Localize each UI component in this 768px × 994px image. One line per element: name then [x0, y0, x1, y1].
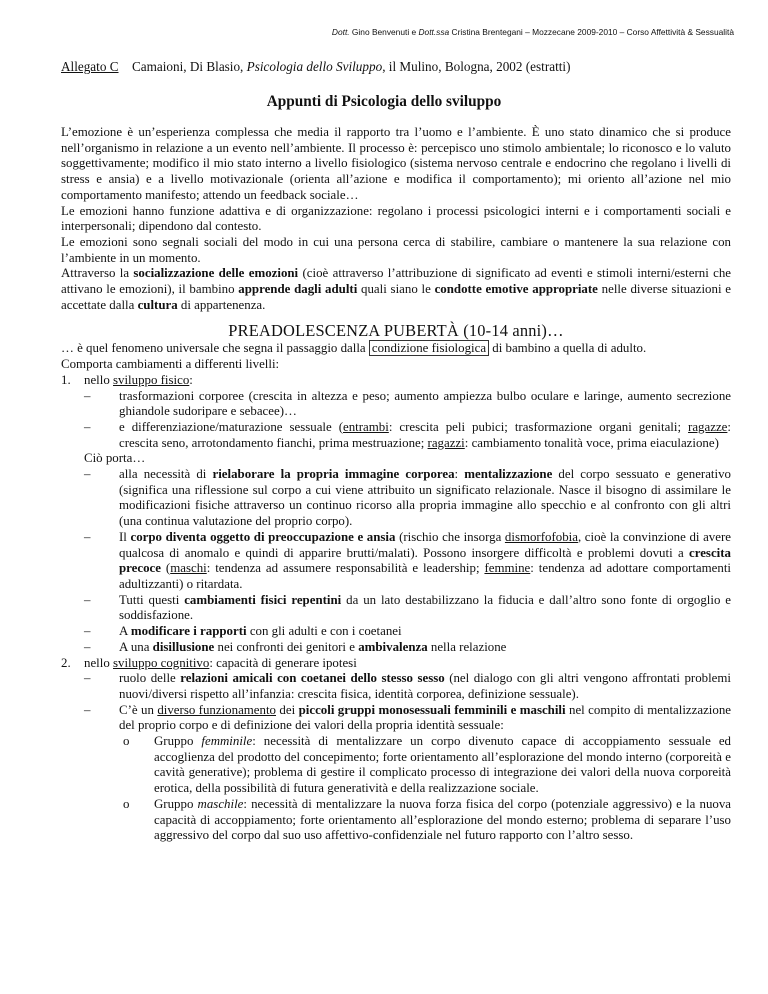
- intro-paragraph-3: Le emozioni sono segnali sociali del modo in cui una persona cerca di stabilire, cambiare o mantenere la sua relazione con l’ambiente in un momento.: [61, 234, 731, 265]
- header-title-2: Dott.ssa: [418, 27, 450, 37]
- list-item: – trasformazioni corporee (crescita in altezza e peso; aumento ampiezza bulbo oculare e laringe, aumento secrezione ghiandole sudoripare e sebacee)…: [84, 388, 731, 419]
- citation-publisher: , il Mulino, Bologna, 2002 (estratti): [382, 59, 571, 74]
- list-item: – C’è un diverso funzionamento dei piccoli gruppi monosessuali femminili e maschili nel compito di mentalizzazione del proprio corpo e di definizione dei valori della propria identità sessuale:: [84, 702, 731, 733]
- section-heading: PREADOLESCENZA PUBERTÀ (10-14 anni)…: [228, 321, 564, 341]
- sub-list-item-female: o Gruppo femminile: necessità di mentalizzare un corpo divenuto capace di accoppiamento sessuale ed accoglienza del prodotto del concepimento; forte orientamento all’esplorazione del mondo interno (corporeità e cavità generative); problema di gestire il complicato processo di integrazione dei valori della nuova corporeità erotica, della possibilità di futura generatività e della realizzazione sociale.: [123, 734, 731, 796]
- sub-list-item-male: o Gruppo maschile: necessità di mentalizzare la nuova forza fisica del corpo (potenziale aggressivo) e la nuova capacità di accoppiamento; forte orientamento all’esplorazione del mondo esterno; problema di separare l’uso aggressivo del corpo dal suo uso affettivo-confidenziale nel futuro rapporto con l’altro sesso.: [123, 796, 732, 843]
- intro-paragraph-1: L’emozione è un’esperienza complessa che media il rapporto tra l’uomo e l’ambiente. È uno stato dinamico che si produce nell’organismo in relazione a un evento nell’ambiente. Il processo è: percepisco uno stimolo ambientale; lo riconosco e lo valuto soggettivamente; modifico il mio stato interno a livello fisiologico (sistema nervoso centrale e endocrino che regolano i livelli di stress e ansia) e a livello motivazionale (orienta all’azione e modifica il comportamento); mi oriento all’azione nel mio comportamento manifesto; attendo un feedback sociale…: [61, 125, 731, 202]
- citation-line: [61, 59, 570, 75]
- list-item-physical: 1. nello sviluppo fisico:: [61, 372, 193, 387]
- page-title: Appunti di Psicologia dello sviluppo: [266, 93, 502, 110]
- list-item: – e differenziazione/maturazione sessuale (entrambi: crescita peli pubici; trasformazione organi genitali; ragazze: crescita seno, arrotondamento fianchi, prima mestruazione; ragazzi: cambiamento tonalità voce, prima eiaculazione): [84, 419, 731, 450]
- list-item: – Il corpo diventa oggetto di preoccupazione e ansia (rischio che insorga dismorfofobia, cioè la convinzione di avere qualcosa di anomalo e quindi di apparire brutti/malati). Possono insorgere difficoltà e problemi dovuti a crescita precoce (maschi: tendenza ad assumere responsabilità e leadership; femmine: tendenza ad adottare comportamenti adultizzanti) o ritardata.: [84, 529, 731, 591]
- comporta-line: Comporta cambiamenti a differenti livelli:: [61, 357, 280, 372]
- page-header: [332, 27, 734, 37]
- citation-book: Psicologia dello Sviluppo: [246, 59, 383, 74]
- document-body: [61, 125, 731, 844]
- list-item-cognitive: 2. nello sviluppo cognitivo: capacità di generare ipotesi: [61, 655, 357, 670]
- list-item: – A modificare i rapporti con gli adulti e con i coetanei: [84, 624, 402, 639]
- section-lead: … è quel fenomeno universale che segna il passaggio dalla condizione fisiologica di bambino a quella di adulto.: [61, 341, 647, 356]
- list-item: – ruolo delle relazioni amicali con coetanei dello stesso sesso (nel dialogo con gli altri vengono affrontati problemi nuovi/diversi rispetto all’infanzia: crescita fisica, identità corporea, definizione sessuale).: [84, 671, 731, 701]
- cio-porta-line: Ciò porta…: [84, 451, 146, 466]
- header-name-1: Gino Benvenuti e: [349, 27, 419, 37]
- header-title-1: Dott.: [331, 27, 350, 37]
- list-item: – alla necessità di rielaborare la propria immagine corporea: mentalizzazione del corpo sessuato e generativo (significa una riflessione sul corpo a cui viene attribuito un significato relazionale. Nasce il bisogno di assimilare le modificazioni fisiche attraverso un continuo ricorso alla propria immagine allo specchio e al confronto con gli altri (una continua valutazione del proprio corpo).: [84, 467, 731, 529]
- attachment-label: Allegato C: [61, 59, 119, 74]
- header-rest: Cristina Brentegani – Mozzecane 2009-2010 – Corso Affettività & Sessualità: [449, 27, 734, 37]
- boxed-term: condizione fisiologica: [369, 340, 489, 356]
- citation-authors: Camaioni, Di Blasio,: [132, 59, 247, 74]
- intro-paragraph-2: Le emozioni hanno funzione adattiva e di organizzazione: regolano i processi psicologici interni e i comportamenti sociali e interpersonali; dipendono dal contesto.: [61, 203, 731, 234]
- intro-paragraph-4: Attraverso la socializzazione delle emozioni (cioè attraverso l’attribuzione di significato ad eventi e stimoli interni/esterni che attivano le emozioni), il bambino apprende dagli adulti quali siano le condotte emotive appropriate nelle diverse situazioni e accettate dalla cultura di appartenenza.: [61, 266, 732, 312]
- list-item: – Tutti questi cambiamenti fisici repentini da un lato destabilizzano la fiducia e dall’altro sono fonte di orgoglio e soddisfazione.: [84, 592, 732, 623]
- list-item: – A una disillusione nei confronti dei genitori e ambivalenza nella relazione: [84, 639, 507, 654]
